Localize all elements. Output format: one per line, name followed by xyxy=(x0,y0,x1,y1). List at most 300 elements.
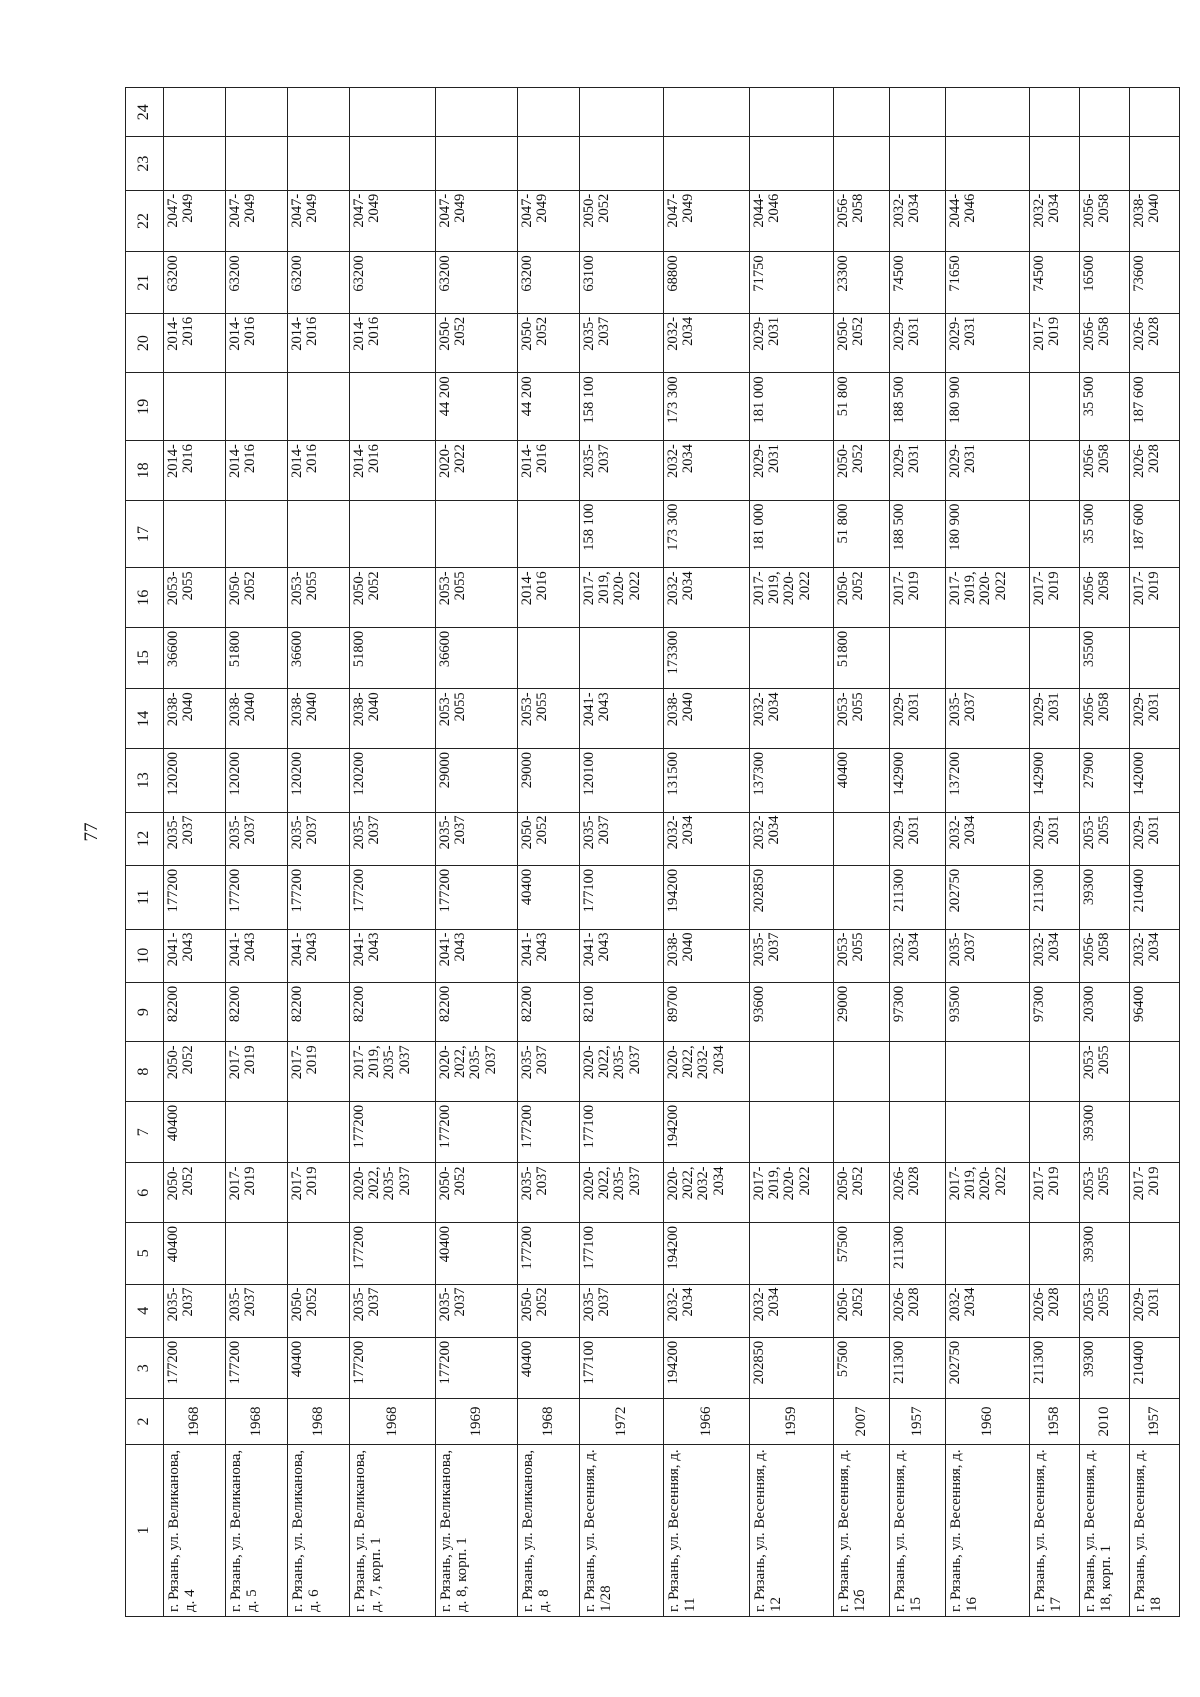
column-header: 9 xyxy=(126,982,164,1042)
table-cell: 177200 xyxy=(164,1337,226,1399)
table-cell xyxy=(164,137,226,190)
table-cell: 51 800 xyxy=(834,500,890,568)
table-cell xyxy=(834,1101,890,1163)
table-cell: 2020- 2022 xyxy=(436,441,518,501)
table-cell: 2017- 2019 xyxy=(1130,568,1180,628)
address-cell: г. Рязань, ул. Весенняя, д. 11 xyxy=(664,1444,750,1616)
table-cell: 2026- 2028 xyxy=(890,1163,946,1223)
table-cell: 2050- 2052 xyxy=(834,568,890,628)
table-cell: 194200 xyxy=(664,1101,750,1163)
table-cell xyxy=(350,88,436,137)
table-cell: 2053- 2055 xyxy=(288,568,350,628)
build-year-cell: 1968 xyxy=(164,1399,226,1444)
table-cell: 82100 xyxy=(580,982,664,1042)
table-cell: 2035- 2037 xyxy=(946,929,1030,982)
table-cell: 2056- 2058 xyxy=(834,190,890,252)
table-cell xyxy=(350,373,436,441)
column-header: 17 xyxy=(126,500,164,568)
column-header: 3 xyxy=(126,1337,164,1399)
table-cell: 2041- 2043 xyxy=(436,929,518,982)
table-row xyxy=(750,88,834,1617)
address-cell: г. Рязань, ул. Великанова, д. 6 xyxy=(288,1444,350,1616)
table-cell xyxy=(1030,137,1080,190)
table-cell: 29000 xyxy=(518,748,580,812)
table-cell: 2029- 2031 xyxy=(890,441,946,501)
table-cell: 2032- 2034 xyxy=(946,1284,1030,1337)
table-cell: 2026- 2028 xyxy=(890,1284,946,1337)
table-cell xyxy=(750,1042,834,1102)
table-cell: 2032- 2034 xyxy=(890,929,946,982)
table-cell: 40400 xyxy=(164,1101,226,1163)
table-cell: 187 600 xyxy=(1130,500,1180,568)
table-cell: 2032- 2034 xyxy=(664,812,750,865)
address-cell: г. Рязань, ул. Весенняя, д. 15 xyxy=(890,1444,946,1616)
table-cell: 71650 xyxy=(946,252,1030,314)
table-cell xyxy=(226,373,288,441)
table-cell: 2050- 2052 xyxy=(834,441,890,501)
table-cell: 2032- 2034 xyxy=(664,1284,750,1337)
table-cell xyxy=(226,500,288,568)
table-cell xyxy=(834,137,890,190)
table-cell: 57500 xyxy=(834,1222,890,1284)
table-cell: 2029- 2031 xyxy=(750,441,834,501)
column-header: 20 xyxy=(126,313,164,373)
table-cell: 44 200 xyxy=(436,373,518,441)
table-cell: 51800 xyxy=(350,627,436,689)
build-year-cell: 1968 xyxy=(518,1399,580,1444)
table-cell: 2038- 2040 xyxy=(1130,190,1180,252)
table-cell xyxy=(664,88,750,137)
table-cell: 142900 xyxy=(1030,748,1080,812)
build-year-cell: 1969 xyxy=(436,1399,518,1444)
table-cell: 40400 xyxy=(164,1222,226,1284)
address-cell: г. Рязань, ул. Великанова, д. 4 xyxy=(164,1444,226,1616)
column-header: 12 xyxy=(126,812,164,865)
table-cell: 2020- 2022, 2032- 2034 xyxy=(664,1163,750,1223)
table-cell: 120200 xyxy=(226,748,288,812)
table-cell: 2017- 2019, 2020- 2022 xyxy=(946,1163,1030,1223)
table-cell: 96400 xyxy=(1130,982,1180,1042)
table-cell: 2032- 2034 xyxy=(1130,929,1180,982)
table-cell: 2038- 2040 xyxy=(664,689,750,749)
table-cell: 2032- 2034 xyxy=(750,812,834,865)
table-cell xyxy=(834,812,890,865)
table-cell: 177200 xyxy=(436,1337,518,1399)
column-header: 7 xyxy=(126,1101,164,1163)
table-cell xyxy=(946,627,1030,689)
table-cell: 180 900 xyxy=(946,373,1030,441)
build-year-cell: 1972 xyxy=(580,1399,664,1444)
table-row xyxy=(890,88,946,1617)
table-cell: 2041- 2043 xyxy=(580,689,664,749)
table-cell: 2050- 2052 xyxy=(518,1284,580,1337)
table-cell xyxy=(226,137,288,190)
table-cell: 2035- 2037 xyxy=(518,1163,580,1223)
table-cell: 211300 xyxy=(1030,865,1080,929)
table-cell: 211300 xyxy=(890,865,946,929)
table-cell: 51 800 xyxy=(834,373,890,441)
table-cell: 2029- 2031 xyxy=(946,313,1030,373)
table-cell: 2035- 2037 xyxy=(164,812,226,865)
column-header: 22 xyxy=(126,190,164,252)
table-row xyxy=(226,88,288,1617)
table-cell: 23300 xyxy=(834,252,890,314)
table-row xyxy=(946,88,1030,1617)
table-cell: 29000 xyxy=(436,748,518,812)
table-cell: 2035- 2037 xyxy=(518,1042,580,1102)
table-cell: 2056- 2058 xyxy=(1080,568,1130,628)
table-cell: 2050- 2052 xyxy=(834,1284,890,1337)
table-cell: 2029- 2031 xyxy=(1130,1284,1180,1337)
table-cell: 211300 xyxy=(890,1222,946,1284)
table-cell xyxy=(288,500,350,568)
table-cell xyxy=(288,137,350,190)
table-cell: 2032- 2034 xyxy=(946,812,1030,865)
table-cell xyxy=(288,1222,350,1284)
table-cell: 2050- 2052 xyxy=(518,812,580,865)
table-cell: 2047- 2049 xyxy=(350,190,436,252)
table-cell: 2017- 2019 xyxy=(1030,313,1080,373)
table-cell: 2029- 2031 xyxy=(1030,689,1080,749)
table-cell: 40400 xyxy=(518,1337,580,1399)
table-cell: 2050- 2052 xyxy=(518,313,580,373)
table-cell: 2020- 2022, 2035- 2037 xyxy=(436,1042,518,1102)
table-cell xyxy=(226,1222,288,1284)
table-cell xyxy=(750,1101,834,1163)
table-cell: 2041- 2043 xyxy=(580,929,664,982)
table-cell: 2041- 2043 xyxy=(350,929,436,982)
table-cell: 2056- 2058 xyxy=(1080,441,1130,501)
table-cell: 2029- 2031 xyxy=(890,689,946,749)
table-cell: 2014- 2016 xyxy=(226,441,288,501)
table-cell xyxy=(946,88,1030,137)
table-cell: 2050- 2052 xyxy=(580,190,664,252)
table-cell: 177200 xyxy=(350,1222,436,1284)
table-cell: 2014- 2016 xyxy=(518,441,580,501)
table-cell: 181 000 xyxy=(750,373,834,441)
table-cell: 16500 xyxy=(1080,252,1130,314)
table-cell xyxy=(288,373,350,441)
column-header: 13 xyxy=(126,748,164,812)
table-cell: 2053- 2055 xyxy=(834,929,890,982)
table-cell: 73600 xyxy=(1130,252,1180,314)
table-cell: 2053- 2055 xyxy=(1080,812,1130,865)
build-year-cell: 2010 xyxy=(1080,1399,1130,1444)
address-cell: г. Рязань, ул. Весенняя, д. 18 xyxy=(1130,1444,1180,1616)
address-cell: г. Рязань, ул. Весенняя, д. 12 xyxy=(750,1444,834,1616)
table-cell xyxy=(890,1101,946,1163)
table-cell: 63100 xyxy=(580,252,664,314)
table-cell xyxy=(946,1101,1030,1163)
table-cell xyxy=(226,88,288,137)
table-cell: 97300 xyxy=(1030,982,1080,1042)
table-cell: 177200 xyxy=(226,865,288,929)
table-cell: 2017- 2019, 2020- 2022 xyxy=(580,568,664,628)
table-cell: 2035- 2037 xyxy=(436,1284,518,1337)
table-cell xyxy=(1130,88,1180,137)
table-cell: 177200 xyxy=(436,865,518,929)
table-cell: 2029- 2031 xyxy=(890,313,946,373)
table-cell: 27900 xyxy=(1080,748,1130,812)
table-cell: 93500 xyxy=(946,982,1030,1042)
build-year-cell: 1957 xyxy=(1130,1399,1180,1444)
table-cell xyxy=(226,1101,288,1163)
table-cell: 39300 xyxy=(1080,1101,1130,1163)
table-cell: 2047- 2049 xyxy=(288,190,350,252)
table-cell: 35500 xyxy=(1080,627,1130,689)
table-cell xyxy=(436,500,518,568)
table-cell: 44 200 xyxy=(518,373,580,441)
table-cell: 2053- 2055 xyxy=(436,568,518,628)
table-cell: 2056- 2058 xyxy=(1080,313,1130,373)
table-cell: 211300 xyxy=(1030,1337,1080,1399)
table-row xyxy=(436,88,518,1617)
address-cell: г. Рязань, ул. Весенняя, д. 12б xyxy=(834,1444,890,1616)
table-row xyxy=(834,88,890,1617)
table-cell: 57500 xyxy=(834,1337,890,1399)
table-cell: 2041- 2043 xyxy=(226,929,288,982)
column-header: 24 xyxy=(126,88,164,137)
table-cell: 2044- 2046 xyxy=(946,190,1030,252)
table-cell xyxy=(580,627,664,689)
address-cell: г. Рязань, ул. Великанова, д. 5 xyxy=(226,1444,288,1616)
column-header: 19 xyxy=(126,373,164,441)
table-cell: 2032- 2034 xyxy=(750,689,834,749)
table-row xyxy=(580,88,664,1617)
column-header: 1 xyxy=(126,1444,164,1616)
table-cell: 158 100 xyxy=(580,500,664,568)
column-header: 16 xyxy=(126,568,164,628)
table-cell: 93600 xyxy=(750,982,834,1042)
table-cell xyxy=(750,627,834,689)
table-cell: 2047- 2049 xyxy=(164,190,226,252)
column-header: 11 xyxy=(126,865,164,929)
table-cell: 2032- 2034 xyxy=(890,190,946,252)
table-cell: 63200 xyxy=(164,252,226,314)
table-cell: 2017- 2019, 2020- 2022 xyxy=(946,568,1030,628)
table-cell: 2014- 2016 xyxy=(518,568,580,628)
table-cell xyxy=(580,88,664,137)
table-cell xyxy=(1030,1222,1080,1284)
table-cell: 36600 xyxy=(436,627,518,689)
table-cell: 68800 xyxy=(664,252,750,314)
table-cell: 82200 xyxy=(350,982,436,1042)
table-cell: 40400 xyxy=(834,748,890,812)
table-cell: 194200 xyxy=(664,1337,750,1399)
table-cell: 40400 xyxy=(436,1222,518,1284)
table-cell: 74500 xyxy=(890,252,946,314)
column-header: 8 xyxy=(126,1042,164,1102)
table-cell: 177200 xyxy=(436,1101,518,1163)
table-cell: 36600 xyxy=(164,627,226,689)
table-cell: 35 500 xyxy=(1080,373,1130,441)
table-cell: 177200 xyxy=(226,1337,288,1399)
table-cell: 2050- 2052 xyxy=(226,568,288,628)
table-cell: 2053- 2055 xyxy=(518,689,580,749)
table-cell: 180 900 xyxy=(946,500,1030,568)
build-year-cell: 1968 xyxy=(226,1399,288,1444)
table-cell: 2026- 2028 xyxy=(1130,313,1180,373)
table-cell xyxy=(164,88,226,137)
table-cell: 2017- 2019, 2035- 2037 xyxy=(350,1042,436,1102)
table-cell xyxy=(436,137,518,190)
table-cell xyxy=(288,1101,350,1163)
table-cell xyxy=(750,137,834,190)
table-cell: 2035- 2037 xyxy=(350,812,436,865)
column-header: 4 xyxy=(126,1284,164,1337)
column-header: 18 xyxy=(126,441,164,501)
table-cell xyxy=(1030,88,1080,137)
table-cell: 2047- 2049 xyxy=(436,190,518,252)
table-cell: 142900 xyxy=(890,748,946,812)
table-cell: 2056- 2058 xyxy=(1080,689,1130,749)
table-cell xyxy=(946,1042,1030,1102)
table-container xyxy=(125,87,1164,1617)
build-year-cell: 1968 xyxy=(288,1399,350,1444)
table-cell: 82200 xyxy=(226,982,288,1042)
table-cell: 120200 xyxy=(350,748,436,812)
table-cell xyxy=(1130,1042,1180,1102)
table-cell: 137200 xyxy=(946,748,1030,812)
table-cell: 194200 xyxy=(664,1222,750,1284)
table-cell: 39300 xyxy=(1080,865,1130,929)
table-cell: 177200 xyxy=(164,865,226,929)
table-cell: 20300 xyxy=(1080,982,1130,1042)
table-cell: 2032- 2034 xyxy=(664,441,750,501)
table-cell: 2017- 2019, 2020- 2022 xyxy=(750,568,834,628)
table-row xyxy=(164,88,226,1617)
column-header: 10 xyxy=(126,929,164,982)
table-row xyxy=(1080,88,1130,1617)
column-header: 2 xyxy=(126,1399,164,1444)
table-cell xyxy=(834,865,890,929)
table-cell xyxy=(946,1222,1030,1284)
table-cell: 2056- 2058 xyxy=(1080,190,1130,252)
table-cell: 2041- 2043 xyxy=(164,929,226,982)
table-cell: 2035- 2037 xyxy=(750,929,834,982)
address-cell: г. Рязань, ул. Весенняя, д. 16 xyxy=(946,1444,1030,1616)
column-header: 5 xyxy=(126,1222,164,1284)
table-cell: 210400 xyxy=(1130,1337,1180,1399)
table-cell: 120100 xyxy=(580,748,664,812)
table-cell xyxy=(518,137,580,190)
table-cell: 177100 xyxy=(580,865,664,929)
table-cell: 74500 xyxy=(1030,252,1080,314)
table-cell: 2053- 2055 xyxy=(164,568,226,628)
table-cell: 2020- 2022, 2035- 2037 xyxy=(580,1042,664,1102)
build-year-cell: 1959 xyxy=(750,1399,834,1444)
table-cell xyxy=(750,88,834,137)
table-cell: 51800 xyxy=(226,627,288,689)
column-header: 6 xyxy=(126,1163,164,1223)
table-cell: 188 500 xyxy=(890,500,946,568)
table-cell: 2032- 2034 xyxy=(664,568,750,628)
table-cell: 2041- 2043 xyxy=(288,929,350,982)
table-cell xyxy=(580,137,664,190)
page-number: 77 xyxy=(81,822,102,842)
table-cell: 29000 xyxy=(834,982,890,1042)
column-header: 23 xyxy=(126,137,164,190)
table-cell: 2017- 2019 xyxy=(288,1163,350,1223)
table-cell: 2050- 2052 xyxy=(834,313,890,373)
table-cell: 2050- 2052 xyxy=(288,1284,350,1337)
table-cell: 2029- 2031 xyxy=(1130,812,1180,865)
table-cell: 2020- 2022, 2035- 2037 xyxy=(350,1163,436,1223)
table-cell: 2035- 2037 xyxy=(436,812,518,865)
table-cell: 39300 xyxy=(1080,1337,1130,1399)
table-cell: 202750 xyxy=(946,1337,1030,1399)
table-cell: 2035- 2037 xyxy=(226,812,288,865)
table-cell: 2035- 2037 xyxy=(946,689,1030,749)
table-cell: 2014- 2016 xyxy=(288,441,350,501)
table-cell: 181 000 xyxy=(750,500,834,568)
address-cell: г. Рязань, ул. Великанова, д. 8, корп. 1 xyxy=(436,1444,518,1616)
table-cell: 2038- 2040 xyxy=(164,689,226,749)
table-cell xyxy=(288,88,350,137)
table-cell xyxy=(1030,1101,1080,1163)
table-cell xyxy=(750,1222,834,1284)
table-cell: 177100 xyxy=(580,1222,664,1284)
table-cell: 2035- 2037 xyxy=(580,812,664,865)
table-cell: 2035- 2037 xyxy=(580,441,664,501)
table-cell: 187 600 xyxy=(1130,373,1180,441)
address-cell: г. Рязань, ул. Весенняя, д. 1/28 xyxy=(580,1444,664,1616)
table-cell: 2029- 2031 xyxy=(750,313,834,373)
table-row xyxy=(1130,88,1180,1617)
table-cell: 2050- 2052 xyxy=(164,1042,226,1102)
table-cell: 71750 xyxy=(750,252,834,314)
table-cell xyxy=(1030,627,1080,689)
table-cell xyxy=(890,627,946,689)
table-cell: 2050- 2052 xyxy=(164,1163,226,1223)
table-cell: 40400 xyxy=(518,865,580,929)
table-cell: 63200 xyxy=(350,252,436,314)
table-cell: 2017- 2019 xyxy=(226,1042,288,1102)
table-cell: 2017- 2019 xyxy=(1030,1163,1080,1223)
table-cell: 2020- 2022, 2032- 2034 xyxy=(664,1042,750,1102)
table-cell: 177100 xyxy=(580,1101,664,1163)
table-cell xyxy=(1130,627,1180,689)
table-cell xyxy=(1030,441,1080,501)
table-cell: 2017- 2019 xyxy=(890,568,946,628)
address-cell: г. Рязань, ул. Весенняя, д. 18, корп. 1 xyxy=(1080,1444,1130,1616)
table-cell: 2053- 2055 xyxy=(834,689,890,749)
table-cell: 82200 xyxy=(164,982,226,1042)
table-row xyxy=(664,88,750,1617)
table-cell: 158 100 xyxy=(580,373,664,441)
table-cell: 82200 xyxy=(288,982,350,1042)
table-cell xyxy=(1130,1222,1180,1284)
column-header: 21 xyxy=(126,252,164,314)
table-cell: 2047- 2049 xyxy=(518,190,580,252)
data-table xyxy=(125,87,1180,1617)
table-cell: 2038- 2040 xyxy=(350,689,436,749)
table-cell: 2047- 2049 xyxy=(664,190,750,252)
table-cell: 2035- 2037 xyxy=(164,1284,226,1337)
table-cell: 2044- 2046 xyxy=(750,190,834,252)
table-cell: 97300 xyxy=(890,982,946,1042)
table-cell: 63200 xyxy=(436,252,518,314)
table-cell: 2056- 2058 xyxy=(1080,929,1130,982)
table-cell: 63200 xyxy=(226,252,288,314)
table-cell: 2014- 2016 xyxy=(350,313,436,373)
table-cell xyxy=(946,137,1030,190)
table-cell: 2014- 2016 xyxy=(288,313,350,373)
table-cell: 63200 xyxy=(518,252,580,314)
table-cell: 89700 xyxy=(664,982,750,1042)
table-cell: 2017- 2019 xyxy=(288,1042,350,1102)
table-cell: 63200 xyxy=(288,252,350,314)
